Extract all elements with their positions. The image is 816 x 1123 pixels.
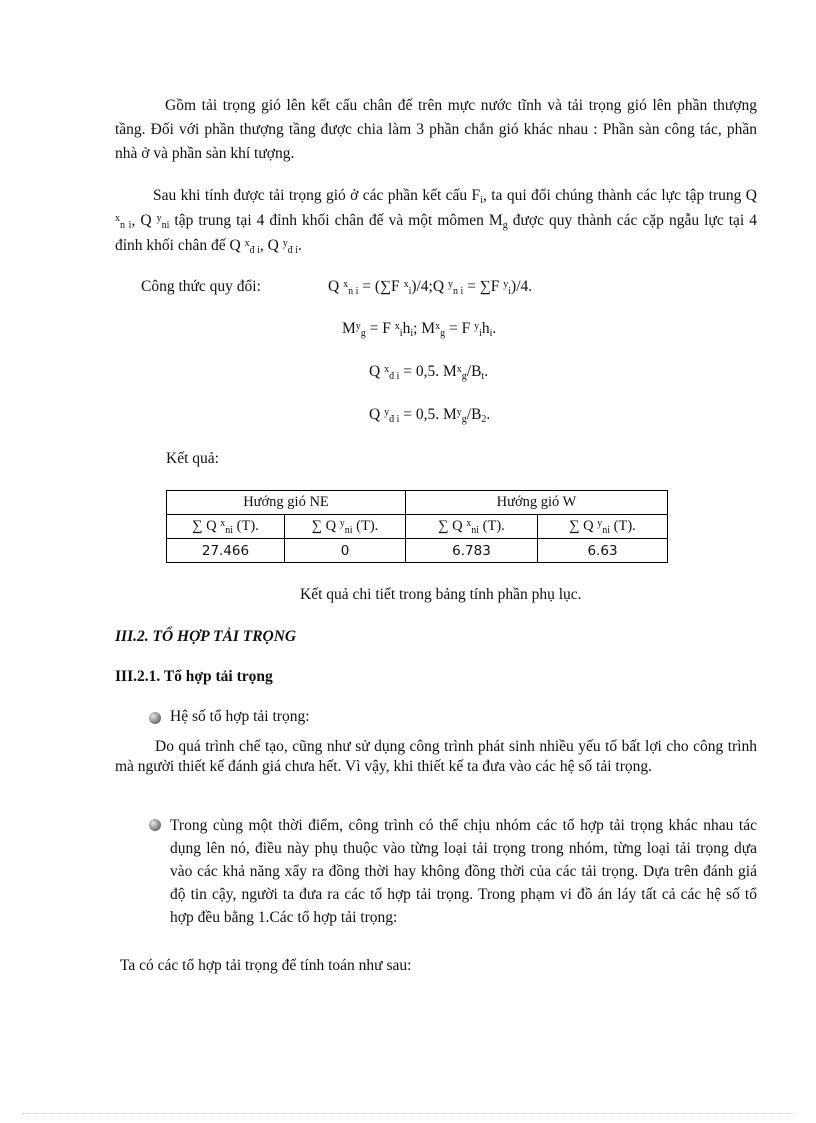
page-bottom-divider xyxy=(22,1113,794,1114)
value-ne-qx: 27.466 xyxy=(167,539,285,563)
bullet2-paragraph: Trong cùng một thời điểm, công trình có thể chịu nhóm các tổ hợp tải trọng khác nhau tác dụng lên nó, điều này phụ thuộc vào từng loại tải trọng trong nhóm, từng loại tải trọng dựa vào các khả năng xẩy ra đồng thời hay không đồng thời của các tải trọng. Dựa trên đánh giá độ tin cậy, người ta đưa ra các tổ hợp tải trọng. Trong phạm vi đồ án láy tất cả các hệ số tổ hợp đều bằng 1.Các tổ hợp tải trọng: xyxy=(170,817,757,926)
detail-note: Kết quả chi tiết trong bảng tính phần phụ lục. xyxy=(300,586,582,603)
value-ne-qy: 0 xyxy=(285,539,406,563)
formula-label: Công thức quy đổi: xyxy=(141,278,261,295)
bullet1-title: Hệ số tổ hợp tải trọng: xyxy=(170,708,310,725)
p2-part-b: , ta qui đổi chúng thành các lực tập trung Q xyxy=(482,187,757,204)
p2-part-a: Sau khi tính được tải trọng gió ở các phần kết cấu F xyxy=(153,187,481,204)
p2-part-d: tập trung tại 4 đỉnh khối chân đế và một mômen M xyxy=(169,212,503,229)
results-table xyxy=(166,490,668,563)
section-heading: III.2. TỔ HỢP TẢI TRỌNG xyxy=(115,628,297,645)
group-ne: Hướng gió NE xyxy=(167,491,406,515)
formula-4: Q $^y_{đ i}$ = 0,5. $M^y_g/B_2$. xyxy=(369,406,491,425)
header-ne-qx: ∑ Q $^x_{ni}$ (T). xyxy=(167,515,285,539)
bullet-icon xyxy=(149,819,161,831)
formula-3: Q $^x_{đ i}$ = 0,5. $M^x_g/B_t$. xyxy=(369,363,489,382)
paragraph-load-factors: Do quá trình chế tạo, cũng như sử dụng công trình phát sinh nhiều yếu tố bất lợi cho công trình mà người thiết kế đánh giá chưa hết. Vì vậy, khi thiết kế ta đưa vào các hệ số tải trọng. xyxy=(115,738,757,775)
paragraph-wind-load-intro: Gồm tải trọng gió lên kết cấu chân đế trên mực nước tĩnh và tải trọng gió lên phần thượng tầng. Đối với phần thượng tầng được chia làm 3 phần chắn gió khác nhau : Phần sàn công tác, phần nhà ở và phần sàn khí tượng. xyxy=(115,97,757,162)
value-w-qy: 6.63 xyxy=(538,539,668,563)
paragraph-force-conversion: Sau khi tính được tải trọng gió ở các phần kết cấu $F_i$, ta qui đổi chúng thành các lực tập trung Q $^x_{n i}$, Q $^y_{ni}$ tập trung tại 4 đỉnh khối chân đế và một mômen $M_g$ được quy thành các cặp ngẫu lực tại 4 đỉnh khối chân đế Q $^x_{đ i}$, Q $^y_{đ i}$. xyxy=(115,187,758,256)
p2-part-e: được quy thành các cặp ngẫu lực tại 4 đỉnh khối chân đế Q xyxy=(115,212,758,254)
table-group-row xyxy=(167,491,668,515)
p2-part-c: , Q xyxy=(131,212,152,229)
value-w-qx: 6.783 xyxy=(406,539,538,563)
bullet-icon xyxy=(149,712,161,724)
subsection-heading: III.2.1. Tổ hợp tải trọng xyxy=(115,668,273,685)
header-w-qy: ∑ Q $^y_{ni}$ (T). xyxy=(538,515,668,539)
table-row xyxy=(167,539,668,563)
p2-part-f: , Q xyxy=(259,237,279,254)
table-header-row xyxy=(167,515,668,539)
paragraph-combinations: Ta có các tổ hợp tải trọng để tính toán như sau: xyxy=(120,957,412,974)
result-label: Kết quả: xyxy=(166,450,219,467)
header-w-qx: ∑ Q $^x_{ni}$ (T). xyxy=(406,515,538,539)
group-w: Hướng gió W xyxy=(406,491,668,515)
formula-2: $M^y_g = F$ $^x_ih_i$; $M^x_g = F$ $^y_ih_i$. xyxy=(342,320,497,339)
header-ne-qy: ∑ Q $^y_{ni}$ (T). xyxy=(285,515,406,539)
formula-1: Q $^x_{n i}$ = (∑F $^x_i$)/4;Q $^y_{n i}$ = ∑F $^y_i$)/4. xyxy=(328,278,533,297)
